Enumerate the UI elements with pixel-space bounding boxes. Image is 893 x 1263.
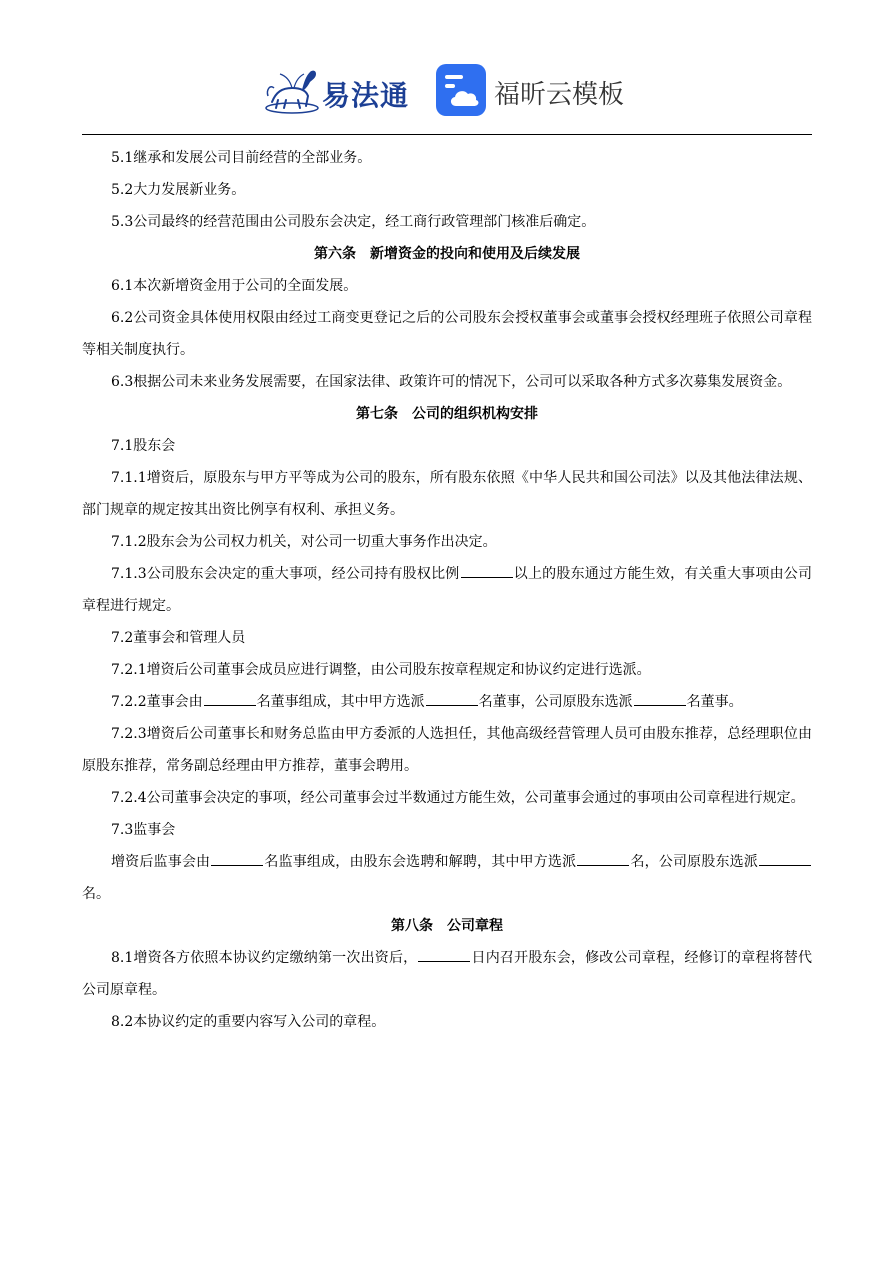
clause-7-2-2-part-a: 7.2.2董事会由 [111,694,203,710]
clause-8-2: 8.2本协议约定的重要内容写入公司的章程。 [111,1014,386,1030]
clause-6-2: 6.2公司资金具体使用权限由经过工商变更登记之后的公司股东会授权董事会或董事会授权经理班子依照公司章程等相关制度执行。 [82,310,812,358]
clause-5-2: 5.2大力发展新业务。 [111,182,246,198]
clause-5-1: 5.1继承和发展公司目前经营的全部业务。 [111,150,372,166]
clause-7-2-2-part-c: 名董事，公司原股东选派 [478,694,633,710]
clause-7-3: 7.3监事会 [111,822,176,838]
logo2-text: 福昕云模板 [494,80,625,110]
article-8-heading: 第八条 公司章程 [391,918,503,934]
fill-in-blank [759,851,811,866]
clause-7-3-part-a: 增资后监事会由 [111,854,211,870]
clause-7-1-2: 7.1.2股东会为公司权力机关，对公司一切重大事务作出决定。 [111,534,497,550]
clause-7-2-2-part-d: 名董事。 [686,694,743,710]
fill-in-blank [211,851,263,866]
horse-logo-icon [262,62,320,118]
clause-7-2-2 [82,686,812,718]
clause-7-1-3-part-a: 7.1.3公司股东会决定的重大事项，经公司持有股权比例 [111,566,460,582]
clause-6-3: 6.3根据公司未来业务发展需要，在国家法律、政策许可的情况下，公司可以采取各种方式多次募集发展资金。 [111,374,792,390]
fill-in-blank [204,691,256,706]
clause-7-2-3: 7.2.3增资后公司董事长和财务总监由甲方委派的人选担任，其他高级经营管理人员可由股东推荐，总经理职位由原股东推荐，常务副总经理由甲方推荐，董事会聘用。 [82,726,812,774]
fill-in-blank [461,563,513,578]
clause-7-2-2-part-b: 名董事组成，其中甲方选派 [256,694,425,710]
clause-8-1 [82,942,812,1006]
document-body [82,142,812,1038]
article-6-heading: 第六条 新增资金的投向和使用及后续发展 [314,246,580,262]
clause-7-3-part-d: 名。 [82,886,110,902]
clause-7-3-part-b: 名监事组成，由股东会选聘和解聘，其中甲方选派 [264,854,577,870]
clause-7-3-part-c: 名，公司原股东选派 [630,854,759,870]
clause-7-2-4: 7.2.4公司董事会决定的事项，经公司董事会过半数通过方能生效，公司董事会通过的事项由公司章程进行规定。 [111,790,805,806]
clause-7-3-body [82,846,812,910]
fill-in-blank [634,691,686,706]
yifatong-logo [262,62,414,118]
header-divider [82,134,812,135]
clause-7-2: 7.2董事会和管理人员 [111,630,246,646]
clause-5-3: 5.3公司最终的经营范围由公司股东会决定，经工商行政管理部门核准后确定。 [111,214,596,230]
clause-7-1: 7.1股东会 [111,438,176,454]
fill-in-blank [577,851,629,866]
foxit-template-logo [436,64,636,116]
fill-in-blank [418,947,470,962]
clause-8-1-part-a: 8.1增资各方依照本协议约定缴纳第一次出资后， [111,950,418,966]
cloud-document-icon [436,64,486,116]
article-7-heading: 第七条 公司的组织机构安排 [356,406,538,422]
clause-8-1-part-b: 日内召开股东会，修改公司章程，经修订的章程将替代公司原章程。 [82,950,813,998]
clause-7-1-1: 7.1.1增资后，原股东与甲方平等成为公司的股东，所有股东依照《中华人民共和国公司法》以及其他法律法规、部门规章的规定按其出资比例享有权利、承担义务。 [82,470,812,518]
clause-7-1-3 [82,558,812,622]
clause-6-1: 6.1本次新增资金用于公司的全面发展。 [111,278,358,294]
clause-7-2-1: 7.2.1增资后公司董事会成员应进行调整，由公司股东按章程规定和协议约定进行选派。 [111,662,651,678]
clause-7-1-3-part-b: 以上的股东通过方能生效，有关重大事项由公司章程进行规定。 [82,566,813,614]
page-header [0,58,893,122]
fill-in-blank [426,691,478,706]
logo1-text: 易法通 [322,79,410,112]
